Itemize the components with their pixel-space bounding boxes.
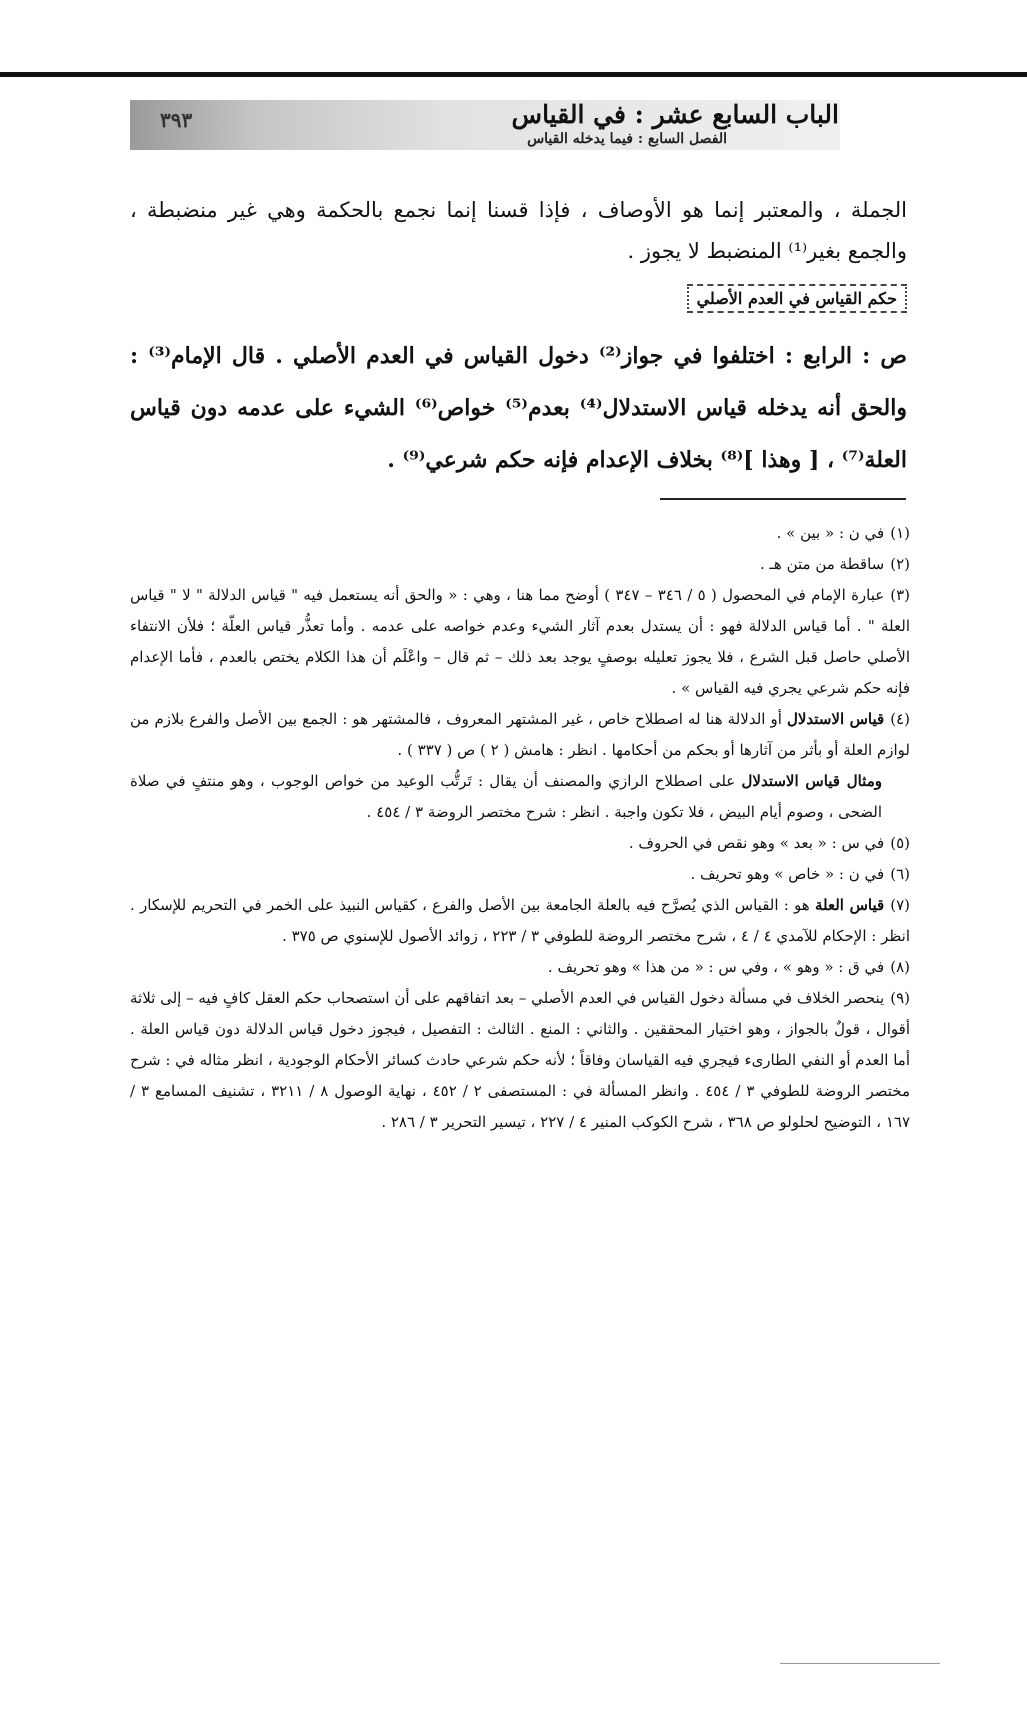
footnote-5 — [130, 828, 910, 859]
footnote-8 — [130, 952, 910, 983]
footnote-1 — [130, 518, 910, 549]
footnote-3 — [130, 580, 910, 704]
footnote-text: في ن : « خاص » وهو تحريف . — [690, 865, 885, 883]
intro-paragraph: الجملة ، والمعتبر إنما هو الأوصاف ، فإذا قسنا إنما نجمع بالحكمة وهي غير منضبطة ، والجمع بغير⁽¹⁾ المنضبط لا يجوز . — [130, 198, 907, 263]
section-subtitle: الفصل السابع : فيما يدخله القياس — [527, 131, 727, 147]
side-heading: حكم القياس في العدم الأصلي — [687, 284, 907, 313]
footnote-4 — [130, 704, 910, 766]
footnote-separator — [660, 498, 906, 500]
footnote-term: قياس الاستدلال — [786, 710, 885, 728]
footnote-7 — [130, 890, 910, 952]
footnote-4-continuation — [130, 766, 910, 828]
footnote-label: (٥) — [890, 834, 910, 852]
footnote-label: (٩) — [890, 989, 910, 1007]
chapter-title: الباب السابع عشر : في القياس — [511, 100, 839, 129]
footnote-text: ينحصر الخلاف في مسألة دخول القياس في العدم الأصلي – بعد اتفاقهم على أن استصحاب حكم العقل كافٍ فيه – إلى ثلاثة أقوال ، قولٌ بالجواز ، وهو اختيار المحققين . والثاني : المنع . الثالث : التفصيل ، فيجوز دخول قياس الدلالة دون قياس العلة . أما العدم أو النفي الطارىء فيجري فيه القياسان وفاقاً ؛ لأنه حكم شرعي حادث كسائر الأحكام الوجودية ، انظر مثاله في : شرح مختصر الروضة للطوفي ٣ / ٤٥٤ . وانظر المسألة في : المستصفى ٢ / ٤٥٢ ، نهاية الوصول ٨ / ٣٢١١ ، تشنيف المسامع ٣ / ١٦٧ ، التوضيح لحلولو ص ٣٦٨ ، شرح الكوكب المنير ٤ / ٢٢٧ ، تيسير التحرير ٣ / ٢٨٦ . — [130, 989, 910, 1131]
footnote-text: في ق : « وهو » ، وفي س : « من هذا » وهو تحريف . — [547, 958, 885, 976]
footnotes-section — [130, 518, 910, 1138]
footnote-text: في ن : « بين » . — [776, 524, 885, 542]
footnote-6 — [130, 859, 910, 890]
footnote-label: (١) — [890, 524, 910, 542]
footnote-label: (٦) — [890, 865, 910, 883]
footnote-label: (٣) — [890, 586, 911, 604]
footnote-term: ومثال قياس الاستدلال — [741, 772, 882, 790]
bottom-rule — [780, 1663, 940, 1664]
footnote-text: ساقطة من متن هـ . — [759, 555, 885, 573]
footnote-term: قياس العلة — [814, 896, 885, 914]
footnote-label: (٨) — [890, 958, 910, 976]
page-number: ٣٩٣ — [160, 108, 193, 132]
footnote-label: (٧) — [890, 896, 910, 914]
footnote-text: عبارة الإمام في المحصول ( ٥ / ٣٤٦ – ٣٤٧ ) أوضح مما هنا ، وهي : « والحق أنه يستعمل فيه " قياس الدلالة " لا " قياس العلة " . أما قياس الدلالة فهو : أن يستدل بعدم آثار الشيء وعدم خواصه على عدمه . وأما تعذُّر قياس العلّة ؛ فلأن الانتفاء الأصلي حاصل قبل الشرع ، فلا يجوز تعليله بوصفٍ يوجد بعد ذلك – ثم قال – واعْلَم أن هذا الكلام يختص بالعدم ، فأما الإعدام فإنه حكم شرعي يجري فيه القياس » . — [130, 586, 910, 697]
footnote-2 — [130, 549, 910, 580]
footnote-9 — [130, 983, 910, 1138]
footnote-text: في س : « بعد » وهو نقص في الحروف . — [628, 834, 885, 852]
footnote-text: على اصطلاح الرازي والمصنف أن يقال : تَرتُّب الوعيد من خواص الوجوب ، وهو منتفٍ في صلاة الضحى ، وصوم أيام البيض ، فلا تكون واجبة . انظر : شرح مختصر الروضة ٣ / ٤٥٤ . — [130, 772, 882, 821]
top-rule — [0, 72, 1027, 77]
footnote-label: (٤) — [890, 710, 910, 728]
footnote-label: (٢) — [890, 555, 910, 573]
main-text: ص : الرابع : اختلفوا في جواز⁽²⁾ دخول القياس في العدم الأصلي . قال الإمام⁽³⁾ : والحق أنه يدخله قياس الاستدلال⁽⁴⁾ بعدم⁽⁵⁾ خواص⁽⁶⁾ الشيء على عدمه دون قياس العلة⁽⁷⁾ ، [ وهذا ]⁽⁸⁾ بخلاف الإعدام فإنه حكم شرعي⁽⁹⁾ . — [130, 343, 908, 473]
footnote-text: هو : القياس الذي يُصرَّح فيه بالعلة الجامعة بين الأصل والفرع ، كقياس النبيذ على الخمر في التحريم للإسكار . انظر : الإحكام للآمدي ٤ / ٤ ، شرح مختصر الروضة للطوفي ٣ / ٢٢٣ ، زوائد الأصول للإسنوي ص ٣٧٥ . — [130, 896, 910, 945]
footnote-text: أو الدلالة هنا له اصطلاح خاص ، غير المشتهر المعروف ، فالمشتهر هو : الجمع بين الأصل والفرع بلازم من لوازم العلة أو بأثر من آثارها أو بحكم من أحكامها . انظر : هامش ( ٢ ) ص ( ٣٣٧ ) . — [130, 710, 910, 759]
